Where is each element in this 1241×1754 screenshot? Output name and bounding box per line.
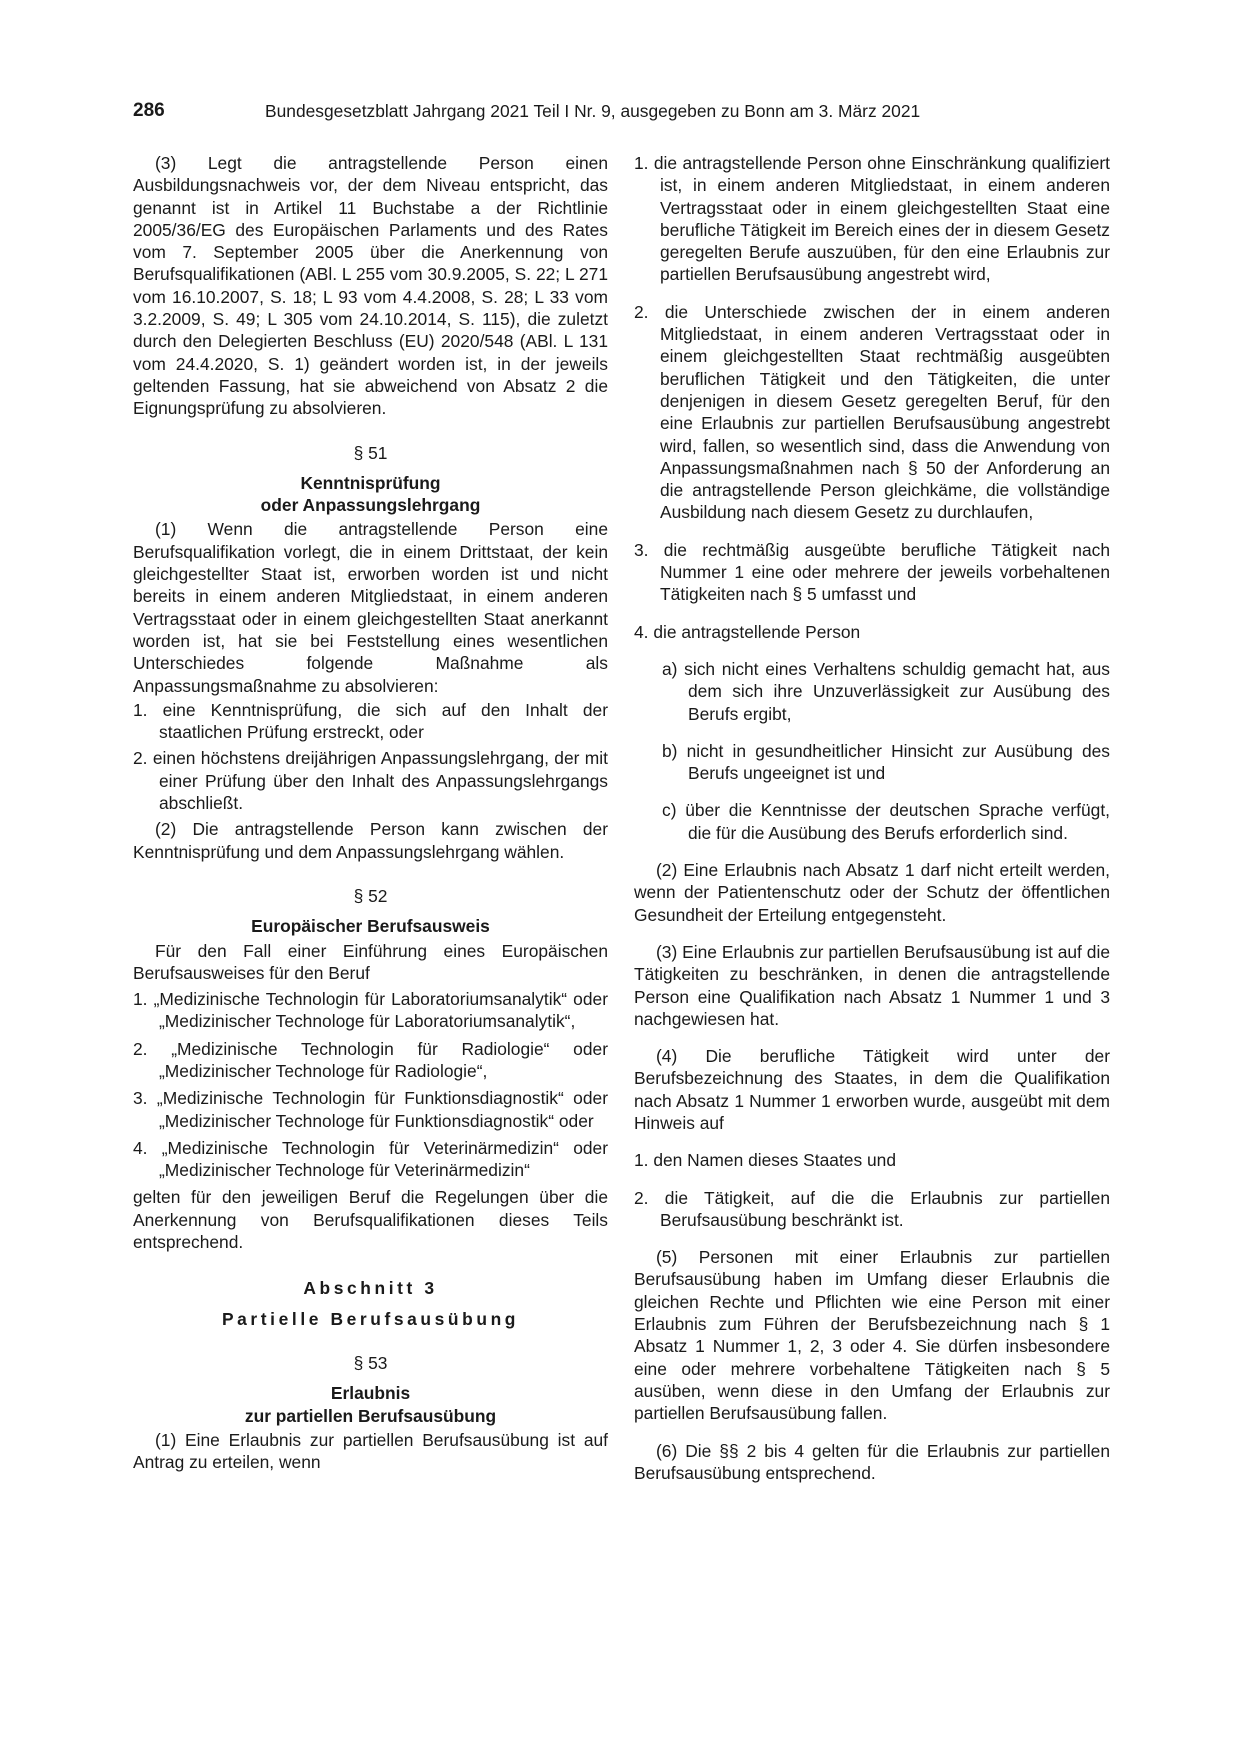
section-52-intro: Für den Fall einer Einführung eines Europäischen Berufsausweises für den Beruf [133, 940, 608, 983]
section-53-paragraph-3: (3) Eine Erlaubnis zur partiellen Berufsausübung ist auf die Tätigkeiten zu beschränken, in denen die antragstellende Person eine Qualifikation nach Absatz 1 Nummer 1 und 3 nachgewiesen hat. [634, 941, 1110, 1029]
section-52-number: § 52 [353, 885, 388, 906]
running-title: Bundesgesetzblatt Jahrgang 2021 Teil I Nr. 9, ausgegeben zu Bonn am 3. März 2021 [265, 101, 921, 121]
section-53-list-item: 1. die antragstellende Person ohne Einschränkung qualifiziert ist, in einem anderen Mitgliedstaat, in einem anderen Vertragsstaat oder in einem gleichgestellten Staat eine berufliche Tätigkeit im Bereich eines der in diesem Gesetz geregelten Berufe auszuüben, für den eine Erlaubnis zur partiellen Berufsausübung angestrebt wird, [634, 153, 1110, 285]
section-53-number: § 53 [353, 1352, 388, 1373]
section-53-sub-item: c) über die Kenntnisse der deutschen Sprache verfügt, die für die Ausübung des Berufs erforderlich sind. [662, 800, 1110, 843]
section-53-sub-item: a) sich nicht eines Verhaltens schuldig gemacht hat, aus dem sich ihre Unzuverlässigkeit zur Ausübung des Berufs ergibt, [662, 658, 1110, 724]
left-column [133, 152, 608, 1473]
abschnitt-title: Partielle Berufsausübung [221, 1308, 520, 1329]
section-52-list-item: 3. „Medizinische Technologin für Funktionsdiagnostik“ oder „Medizinischer Technologe für Funktionsdiagnostik“ oder [133, 1088, 608, 1131]
section-51-number: § 51 [353, 442, 388, 463]
section-53-list-item: 4. die antragstellende Person [634, 621, 861, 642]
section-53-sub-item: b) nicht in gesundheitlicher Hinsicht zur Ausübung des Berufs ungeeignet ist und [662, 740, 1110, 784]
section-51-paragraph-2: (2) Die antragstellende Person kann zwischen der Kenntnisprüfung und dem Anpassungslehrgang wählen. [133, 819, 608, 862]
paragraph-50-3: (3) Legt die antragstellende Person einen Ausbildungsnachweis vor, der dem Niveau entspricht, das genannt ist in Artikel 11 Buchstabe a der Richtlinie 2005/36/EG des Europäischen Parlaments und des Rates vom 7. September 2005 über die Anerkennung von Berufsqualifikationen (ABl. L 255 vom 30.9.2005, S. 22; L 271 vom 16.10.2007, S. 18; L 93 vom 4.4.2008, S. 28; L 33 vom 3.2.2009, S. 49; L 305 vom 24.10.2014, S. 115), die zuletzt durch den Delegierten Beschluss (EU) 2020/548 (ABl. L 131 vom 24.4.2020, S. 1) geändert worden ist, in der jeweils geltenden Fassung, hat sie abweichend von Absatz 2 die Eignungsprüfung zu absolvieren. [133, 153, 608, 419]
section-51-list-item: 1. eine Kenntnisprüfung, die sich auf den Inhalt der staatlichen Prüfung erstreckt, oder [133, 699, 608, 743]
page-header [133, 100, 1113, 126]
section-52-list-item: 2. „Medizinische Technologin für Radiologie“ oder „Medizinischer Technologe für Radiologie“, [133, 1038, 608, 1081]
section-51-list-item: 2. einen höchstens dreijährigen Anpassungslehrgang, der mit einer Prüfung über den Inhalt des Anpassungslehrgangs abschließt. [133, 748, 608, 814]
section-51-paragraph-1: (1) Wenn die antragstellende Person eine Berufsqualifikation vorlegt, die in einem Drittstaat, der kein gleichgestellter Staat ist, erworben worden ist und nicht bereits in einem anderen Mitgliedstaat, in einem anderen Vertragsstaat oder in einem gleichgestellten Staat anerkannt worden ist, hat sie bei Feststellung eines wesentlichen Unterschiedes folgende Maßnahme als Anpassungsmaßnahme zu absolvieren: [133, 519, 608, 696]
section-53-paragraph-1: (1) Eine Erlaubnis zur partiellen Berufsausübung ist auf Antrag zu erteilen, wenn [133, 1429, 608, 1473]
abschnitt-heading: Abschnitt 3 [303, 1278, 438, 1299]
section-53-title-line2: zur partiellen Berufsausübung [244, 1405, 497, 1426]
section-51-title-line2: oder Anpassungslehrgang [260, 495, 481, 516]
section-53-list-item: 2. die Unterschiede zwischen der in einem anderen Mitgliedstaat, in einem anderen Vertragsstaat oder in einem gleichgestellten Staat rechtmäßig ausgeübten beruflichen Tätigkeit und den Tätigkeiten, die unter denjenigen in diesem Gesetz geregelten Beruf, für den eine Erlaubnis zur partiellen Berufsausübung angestrebt wird, fallen, so wesentlich sind, dass die Anwendung von Anpassungsmaßnahmen nach § 50 der Anforderung an die antragstellende Person gleichkäme, die vollständige Ausbildung nach diesem Gesetz zu durchlaufen, [634, 301, 1110, 523]
right-column [634, 152, 1110, 1484]
section-52-outro: gelten für den jeweiligen Beruf die Regelungen über die Anerkennung von Berufsqualifikationen dieses Teils entsprechend. [133, 1187, 608, 1253]
section-52-list-item: 1. „Medizinische Technologin für Laboratoriumsanalytik“ oder „Medizinischer Technologe für Laboratoriumsanalytik“, [133, 989, 608, 1032]
section-51-title-line1: Kenntnisprüfung [300, 472, 441, 493]
section-52-list-item: 4. „Medizinische Technologin für Veterinärmedizin“ oder „Medizinischer Technologe für Veterinärmedizin“ [133, 1137, 608, 1181]
section-53-paragraph-6: (6) Die §§ 2 bis 4 gelten für die Erlaubnis zur partiellen Berufsausübung entsprechend. [634, 1440, 1110, 1483]
page-number: 286 [133, 100, 165, 121]
section-52-title: Europäischer Berufsausweis [251, 916, 490, 937]
section-53-paragraph-5: (5) Personen mit einer Erlaubnis zur partiellen Berufsausübung haben im Umfang dieser Erlaubnis die gleichen Rechte und Pflichten wie eine Person mit einer Erlaubnis zum Führen der Berufsbezeichnung nach § 1 Absatz 1 Nummer 1, 2, 3 oder 4. Sie dürfen insbesondere eine oder mehrere vorbehaltene Tätigkeiten nach § 5 ausüben, wenn diese in den Umfang der Erlaubnis zur partiellen Berufsausübung fallen. [634, 1247, 1110, 1424]
section-53-p4-list-item: 2. die Tätigkeit, auf die die Erlaubnis zur partiellen Berufsausübung beschränkt ist. [634, 1187, 1110, 1230]
section-53-list-item: 3. die rechtmäßig ausgeübte berufliche Tätigkeit nach Nummer 1 eine oder mehrere der jeweils vorbehaltenen Tätigkeiten nach § 5 umfasst und [634, 539, 1110, 605]
section-53-paragraph-2: (2) Eine Erlaubnis nach Absatz 1 darf nicht erteilt werden, wenn der Patientenschutz oder der Schutz der öffentlichen Gesundheit der Erteilung entgegensteht. [634, 860, 1110, 925]
section-53-p4-list-item: 1. den Namen dieses Staates und [634, 1150, 896, 1171]
section-53-title-line1: Erlaubnis [330, 1383, 411, 1404]
section-53-paragraph-4: (4) Die berufliche Tätigkeit wird unter der Berufsbezeichnung des Staates, in dem die Qualifikation nach Absatz 1 Nummer 1 erworben wurde, ausgeübt mit dem Hinweis auf [634, 1046, 1110, 1133]
